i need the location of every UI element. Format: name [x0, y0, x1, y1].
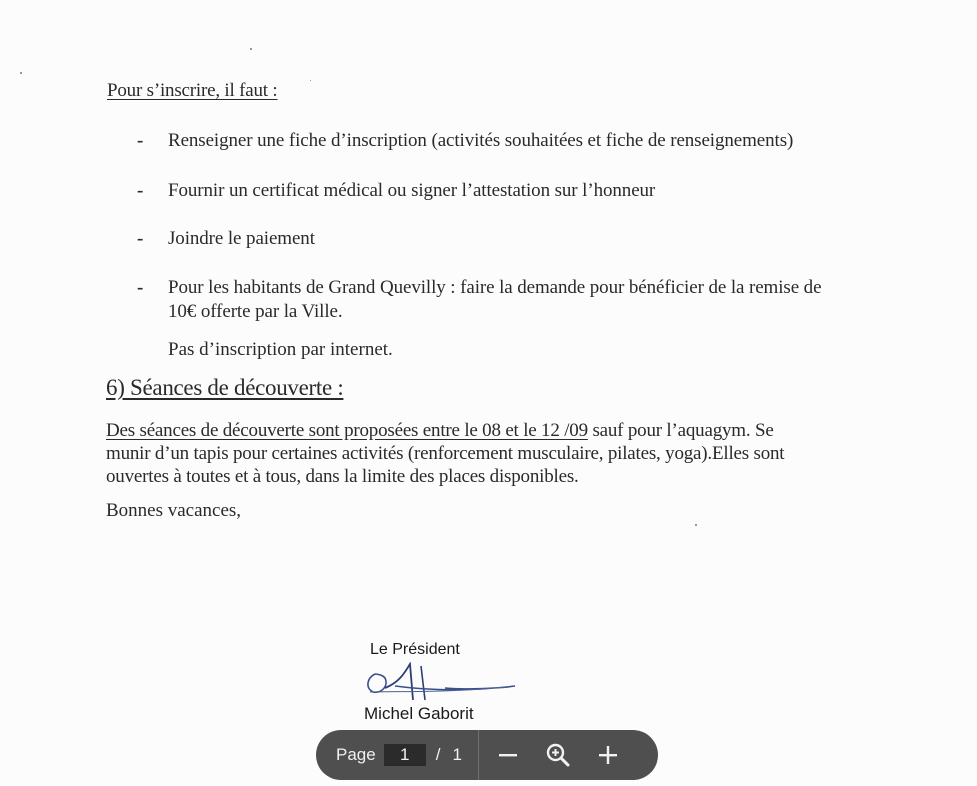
no-online-registration-note: Pas d’inscription par internet.	[168, 339, 393, 360]
zoom-out-button[interactable]	[487, 734, 529, 776]
plus-icon	[597, 744, 619, 766]
paragraph-line-2: munir d’un tapis pour certaines activités (renforcement musculaire, pilates, yoga).Elles sont	[106, 443, 785, 464]
total-pages: 1	[452, 745, 462, 764]
discovery-paragraph	[106, 419, 866, 488]
handwritten-signature	[355, 662, 535, 702]
paragraph-line-1-rest: sauf pour l’aquagym. Se	[587, 420, 774, 441]
toolbar-divider	[478, 730, 479, 780]
paragraph-line-3: ouvertes à toutes et à tous, dans la limite des places disponibles.	[106, 466, 579, 487]
list-item-text: Fournir un certificat médical ou signer l’attestation sur l’honneur	[168, 180, 656, 201]
bullet-dash: -	[137, 228, 144, 249]
fit-zoom-button[interactable]	[537, 734, 579, 776]
page-number-input[interactable]	[384, 744, 426, 766]
bullet-dash: -	[137, 130, 144, 151]
scan-speck	[250, 48, 252, 50]
list-item-text: Pour les habitants de Grand Quevilly : faire la demande pour bénéficier de la remise de	[168, 277, 822, 298]
signatory-role: Le Président	[370, 641, 460, 658]
scan-speck	[310, 80, 311, 81]
paragraph-line-1	[106, 419, 866, 442]
bullet-dash: -	[137, 277, 144, 298]
page-separator: /	[435, 745, 441, 764]
list-item-text: Joindre le paiement	[168, 228, 315, 249]
minus-icon	[497, 744, 519, 766]
list-item-text: Renseigner une fiche d’inscription (activités souhaitées et fiche de renseignements)	[168, 130, 794, 151]
scan-speck	[20, 72, 22, 74]
bullet-dash: -	[137, 180, 144, 201]
zoom-in-button[interactable]	[587, 734, 629, 776]
magnifier-icon	[545, 742, 571, 768]
registration-heading: Pour s’inscrire, il faut :	[107, 80, 278, 101]
signatory-name: Michel Gaborit	[364, 704, 474, 723]
underlined-dates: Des séances de découverte sont proposées entre le 08 et le 12 /09	[106, 420, 588, 441]
scan-speck	[695, 524, 697, 526]
page-label: Page	[336, 745, 376, 764]
closing-greeting: Bonnes vacances,	[106, 500, 242, 521]
section-title: 6) Séances de découverte :	[106, 375, 344, 400]
pdf-viewer-toolbar	[316, 730, 658, 780]
list-item-text-continued: 10€ offerte par la Ville.	[168, 301, 343, 322]
